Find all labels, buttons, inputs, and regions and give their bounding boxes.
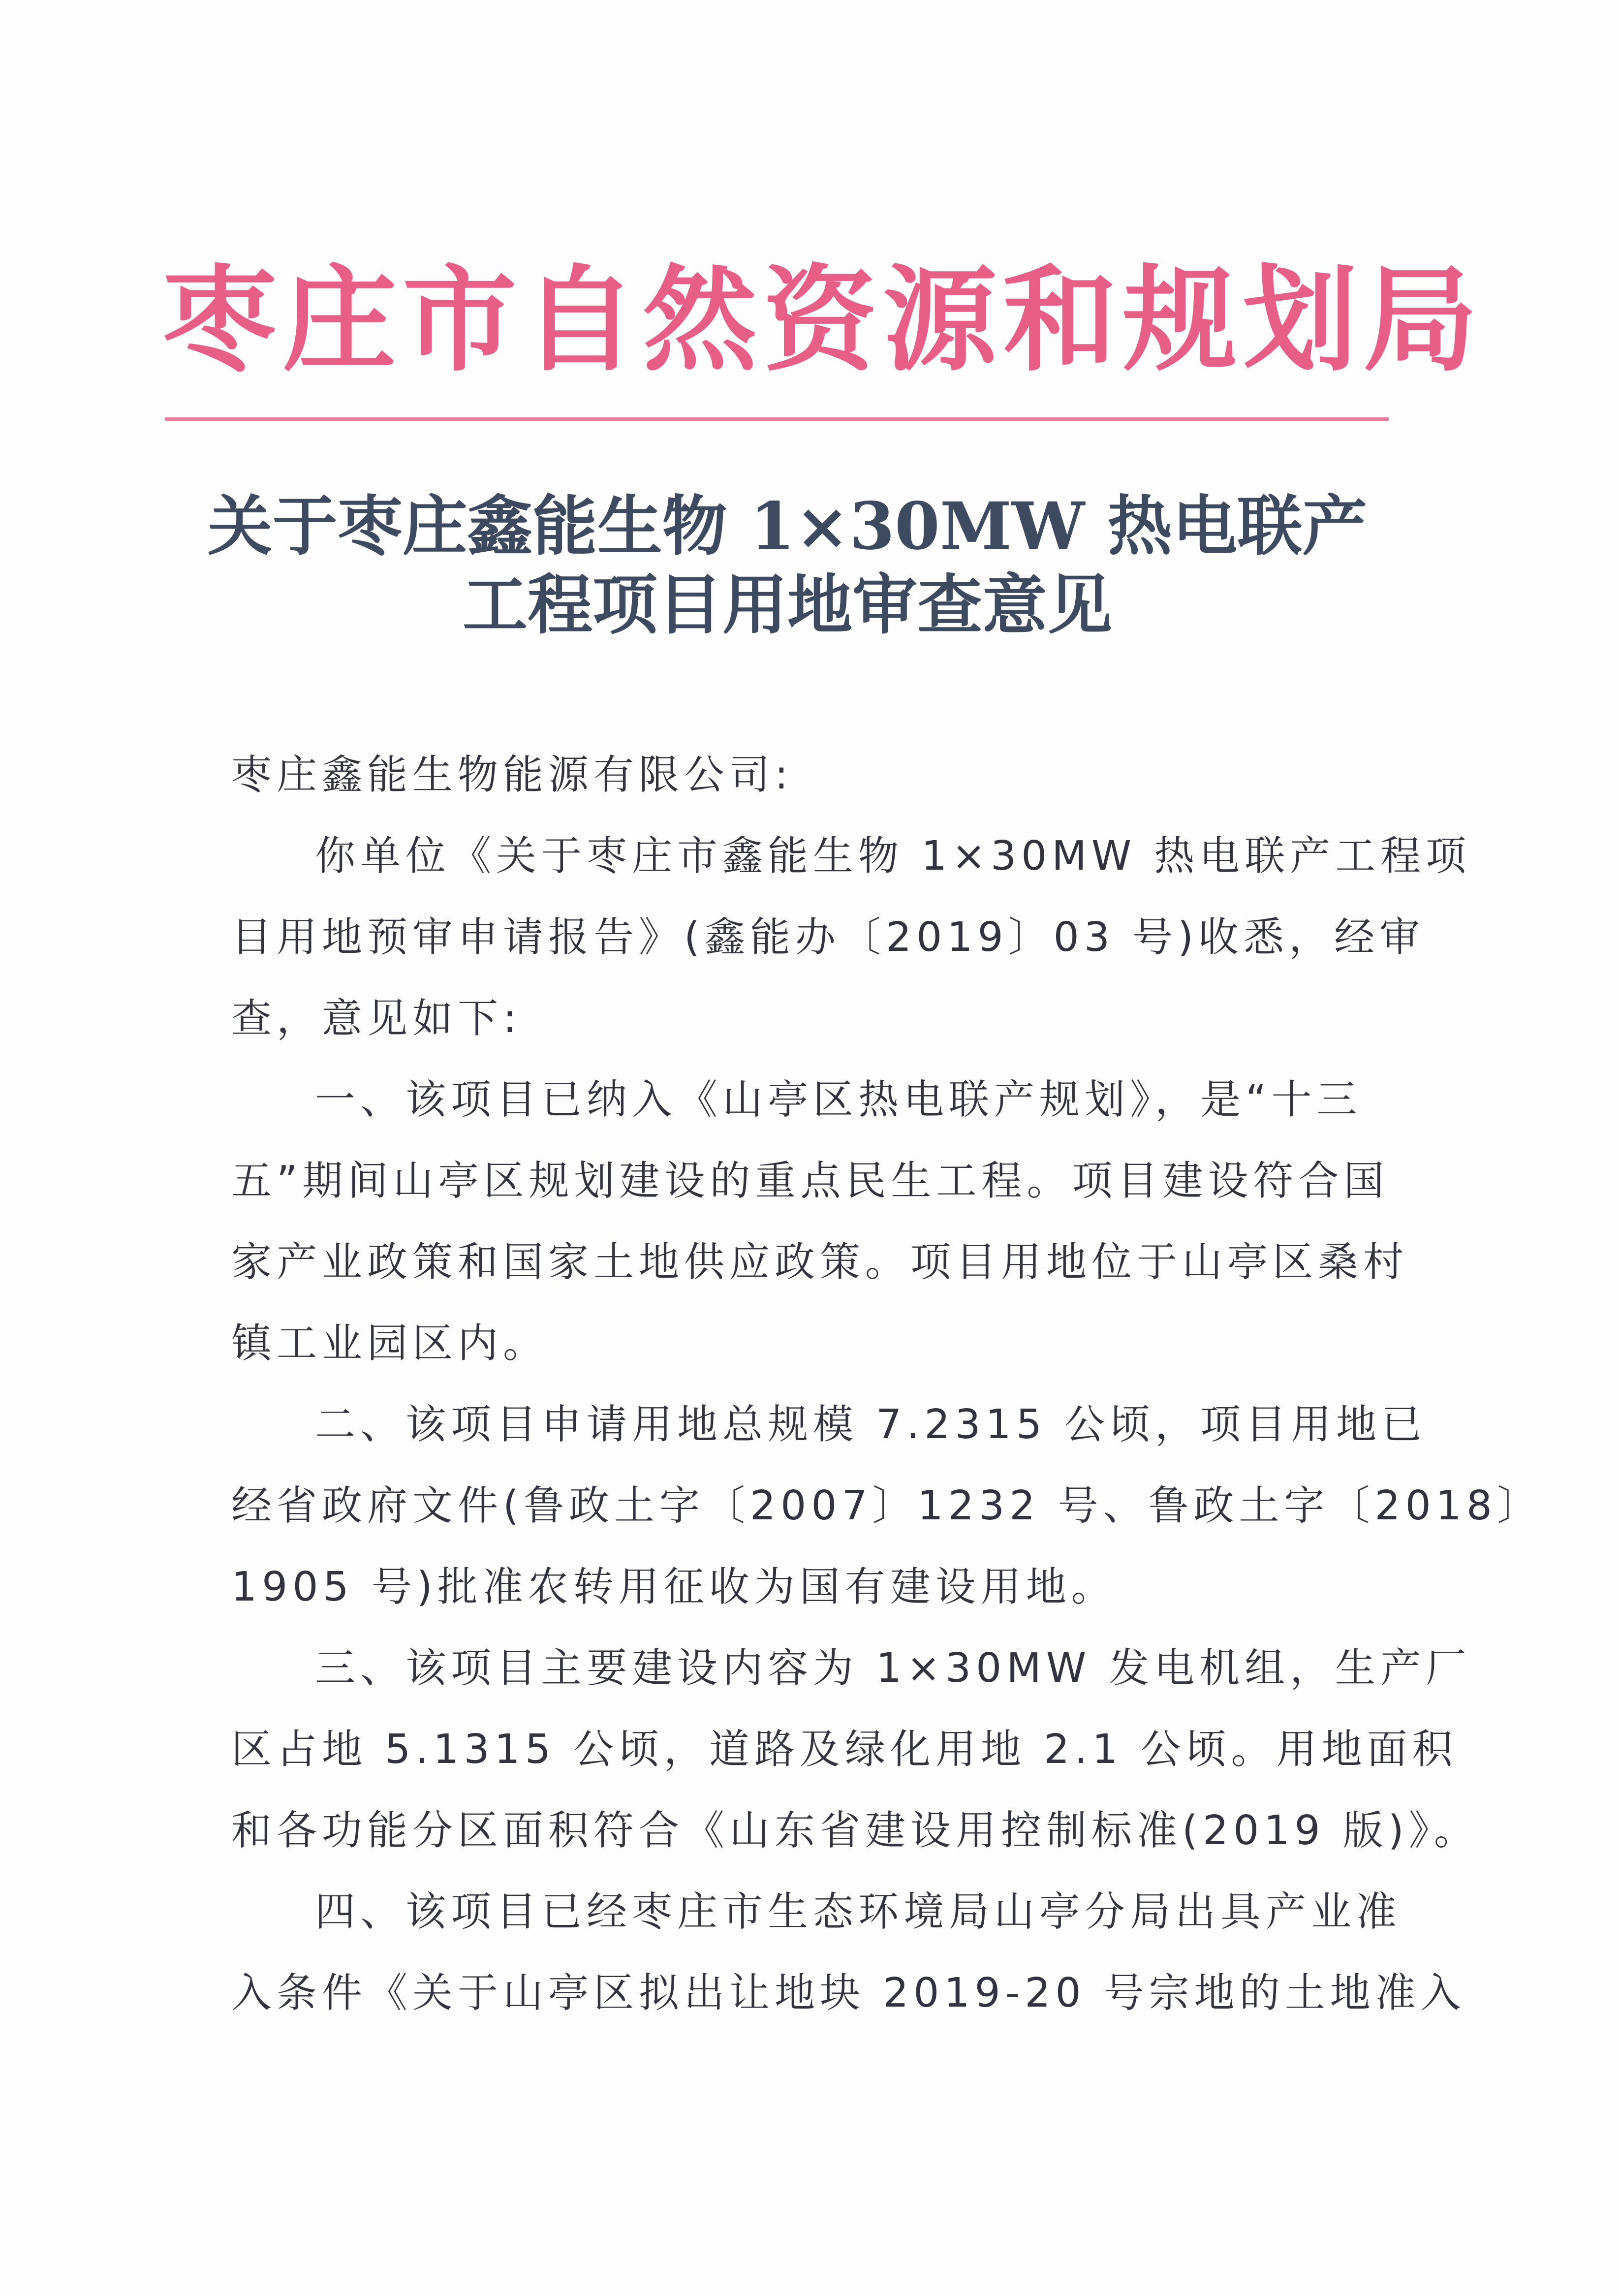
body-line: 四、该项目已经枣庄市生态环境局山亭分局出具产业准 xyxy=(315,1888,1402,1935)
body-line: 目用地预审申请报告》(鑫能办〔2019〕03 号)收悉，经审 xyxy=(231,914,1425,961)
body-line: 二、该项目申请用地总规模 7.2315 公顷，项目用地已 xyxy=(315,1401,1427,1448)
body-line: 五”期间山亭区规划建设的重点民生工程。项目建设符合国 xyxy=(231,1158,1389,1204)
letterhead-divider xyxy=(165,417,1389,421)
body-line: 你单位《关于枣庄市鑫能生物 1×30MW 热电联产工程项 xyxy=(315,833,1471,880)
body-line: 1905 号)批准农转用征收为国有建设用地。 xyxy=(231,1564,1117,1610)
body-line: 入条件《关于山亭区拟出让地块 2019-20 号宗地的土地准入 xyxy=(231,1970,1466,2016)
document-title-line-1: 关于枣庄鑫能生物 1×30MW 热电联产 xyxy=(207,488,1368,565)
body-line: 三、该项目主要建设内容为 1×30MW 发电机组，生产厂 xyxy=(315,1645,1471,1692)
body-line: 一、该项目已纳入《山亭区热电联产规划》，是“十三 xyxy=(315,1076,1362,1123)
body-line: 家产业政策和国家土地供应政策。项目用地位于山亭区桑村 xyxy=(231,1239,1409,1286)
body-line: 镇工业园区内。 xyxy=(231,1320,549,1367)
agency-letterhead: 枣庄市自然资源和规划局 xyxy=(162,252,1484,387)
addressee: 枣庄鑫能生物能源有限公司: xyxy=(231,752,793,798)
document-title-line-2: 工程项目用地审查意见 xyxy=(463,567,1112,643)
body-line: 区占地 5.1315 公顷，道路及绿化用地 2.1 公顷。用地面积 xyxy=(231,1726,1458,1773)
body-line: 和各功能分区面积符合《山东省建设用控制标准(2019 版)》。 xyxy=(231,1807,1479,1854)
body-line: 查，意见如下: xyxy=(231,995,522,1042)
body-line: 经省政府文件(鲁政土字〔2007〕1232 号、鲁政土字〔2018〕 xyxy=(231,1482,1543,1529)
